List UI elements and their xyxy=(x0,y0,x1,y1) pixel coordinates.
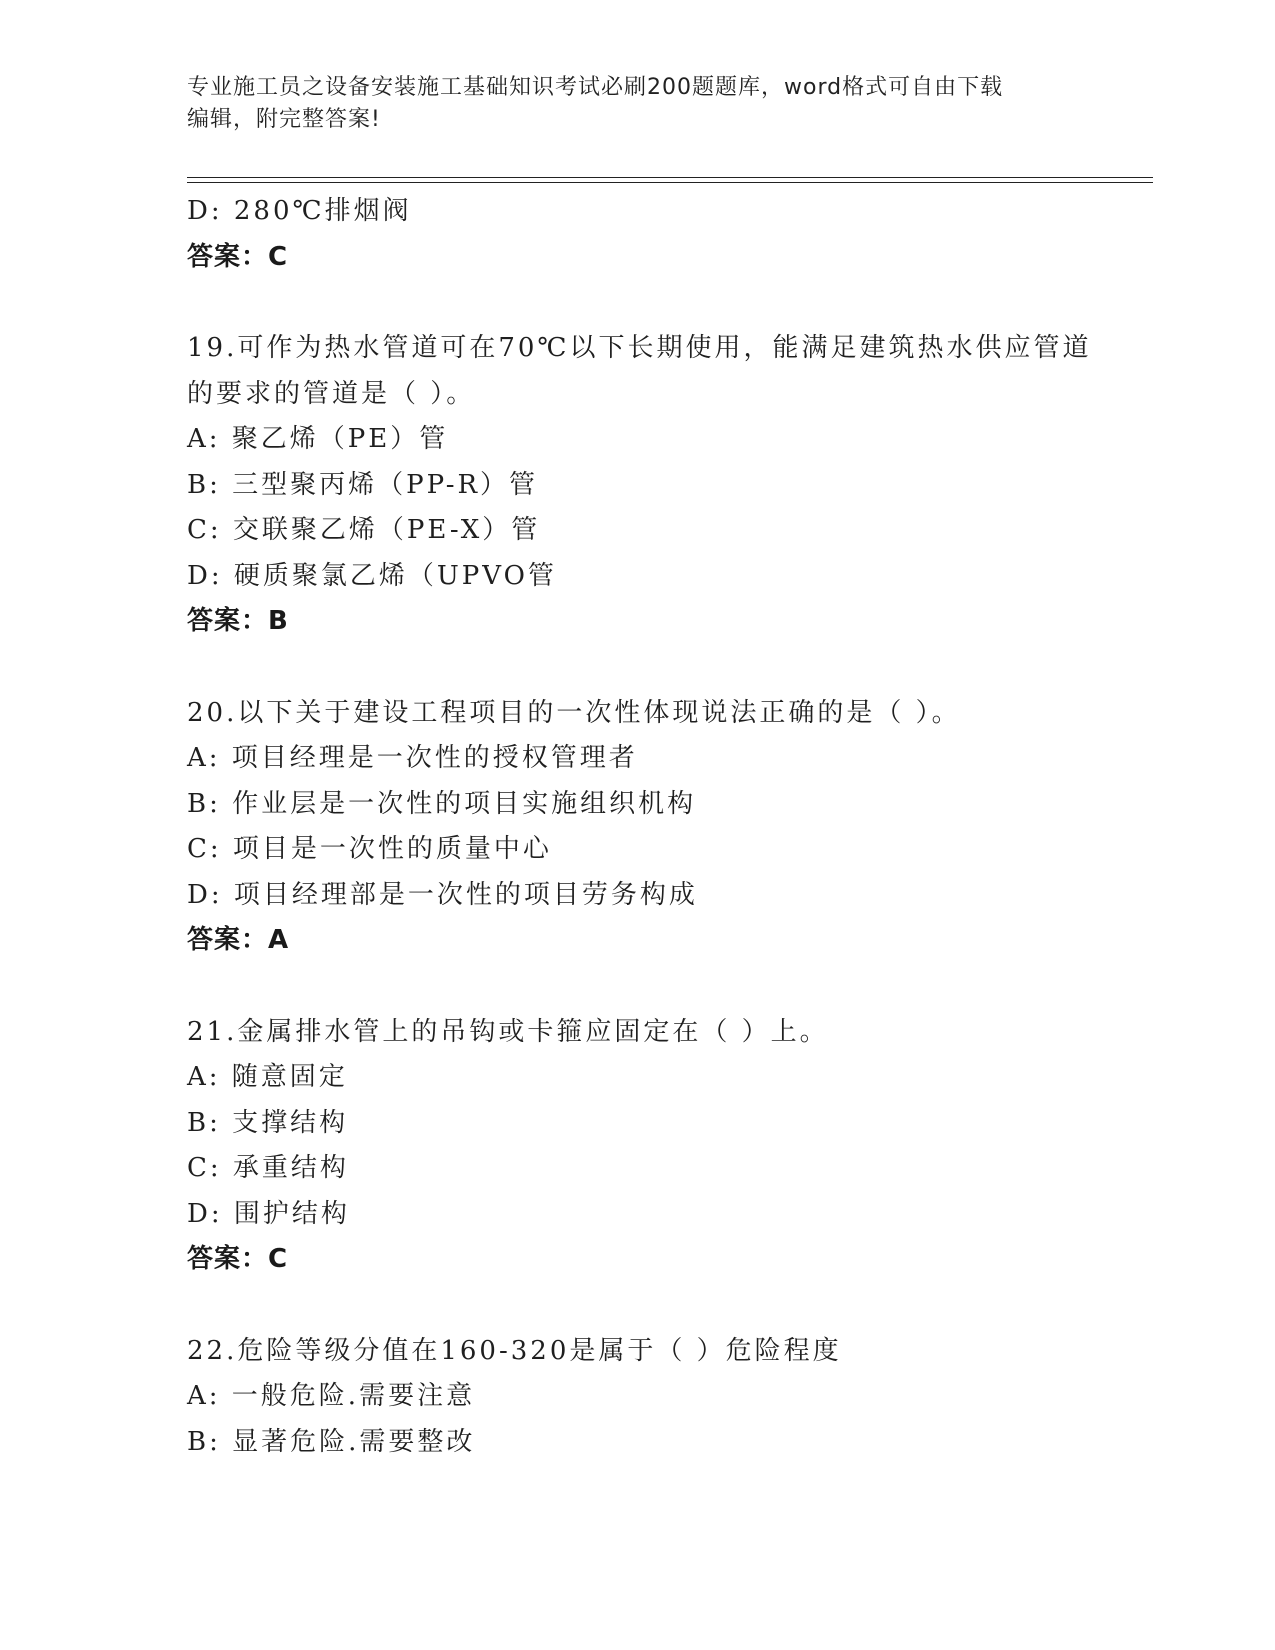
question-19 xyxy=(187,326,1153,645)
option-d: D: 项目经理部是一次性的项目劳务构成 xyxy=(187,879,698,910)
spacer xyxy=(187,1283,1153,1329)
option-d: D: 280℃排烟阀 xyxy=(187,196,412,226)
option-d: D: 围护结构 xyxy=(187,1198,350,1229)
document-body xyxy=(187,189,1153,1465)
question-18-tail xyxy=(187,189,1153,280)
option-c: C: 交联聚乙烯（PE-X）管 xyxy=(187,515,541,545)
question-stem: 21.金属排水管上的吊钩或卡箍应固定在（ ）上。 xyxy=(187,1016,829,1047)
header-rule-top xyxy=(187,177,1153,178)
option-a: A: 一般危险.需要注意 xyxy=(187,1381,476,1411)
question-22 xyxy=(187,1329,1153,1466)
option-c: C: 承重结构 xyxy=(187,1153,349,1183)
question-20 xyxy=(187,691,1153,964)
option-d: D: 硬质聚氯乙烯（UPVO管 xyxy=(187,560,557,591)
question-stem: 20.以下关于建设工程项目的一次性体现说法正确的是（ ）。 xyxy=(187,697,961,728)
header-title-line2: 编辑，附完整答案! xyxy=(187,107,381,132)
spacer xyxy=(187,964,1153,1010)
question-21 xyxy=(187,1010,1153,1283)
header-title-line1: 专业施工员之设备安装施工基础知识考试必刷200题题库，word格式可自由下载 xyxy=(187,75,1004,100)
option-b: B: 支撑结构 xyxy=(187,1107,349,1138)
spacer xyxy=(187,645,1153,691)
question-stem-line2: 的要求的管道是（ ）。 xyxy=(187,378,476,409)
option-b: B: 三型聚丙烯（PP-R）管 xyxy=(187,469,539,500)
option-b: B: 作业层是一次性的项目实施组织机构 xyxy=(187,788,697,819)
option-b: B: 显著危险.需要整改 xyxy=(187,1426,476,1457)
answer-label: 答案：C xyxy=(187,1244,289,1274)
option-a: A: 聚乙烯（PE）管 xyxy=(187,424,449,454)
answer-label: 答案：A xyxy=(187,925,290,955)
answer-label: 答案：B xyxy=(187,606,289,636)
question-stem: 22.危险等级分值在160-320是属于（ ）危险程度 xyxy=(187,1335,842,1366)
answer-label: 答案：C xyxy=(187,241,289,272)
question-stem-line1: 19.可作为热水管道可在70℃以下长期使用，能满足建筑热水供应管道 xyxy=(187,333,1092,363)
spacer xyxy=(187,280,1153,326)
header-rule-bottom xyxy=(187,182,1153,183)
option-a: A: 随意固定 xyxy=(187,1062,348,1092)
document-header xyxy=(187,72,1067,136)
option-c: C: 项目是一次性的质量中心 xyxy=(187,834,552,864)
option-a: A: 项目经理是一次性的授权管理者 xyxy=(187,743,638,773)
